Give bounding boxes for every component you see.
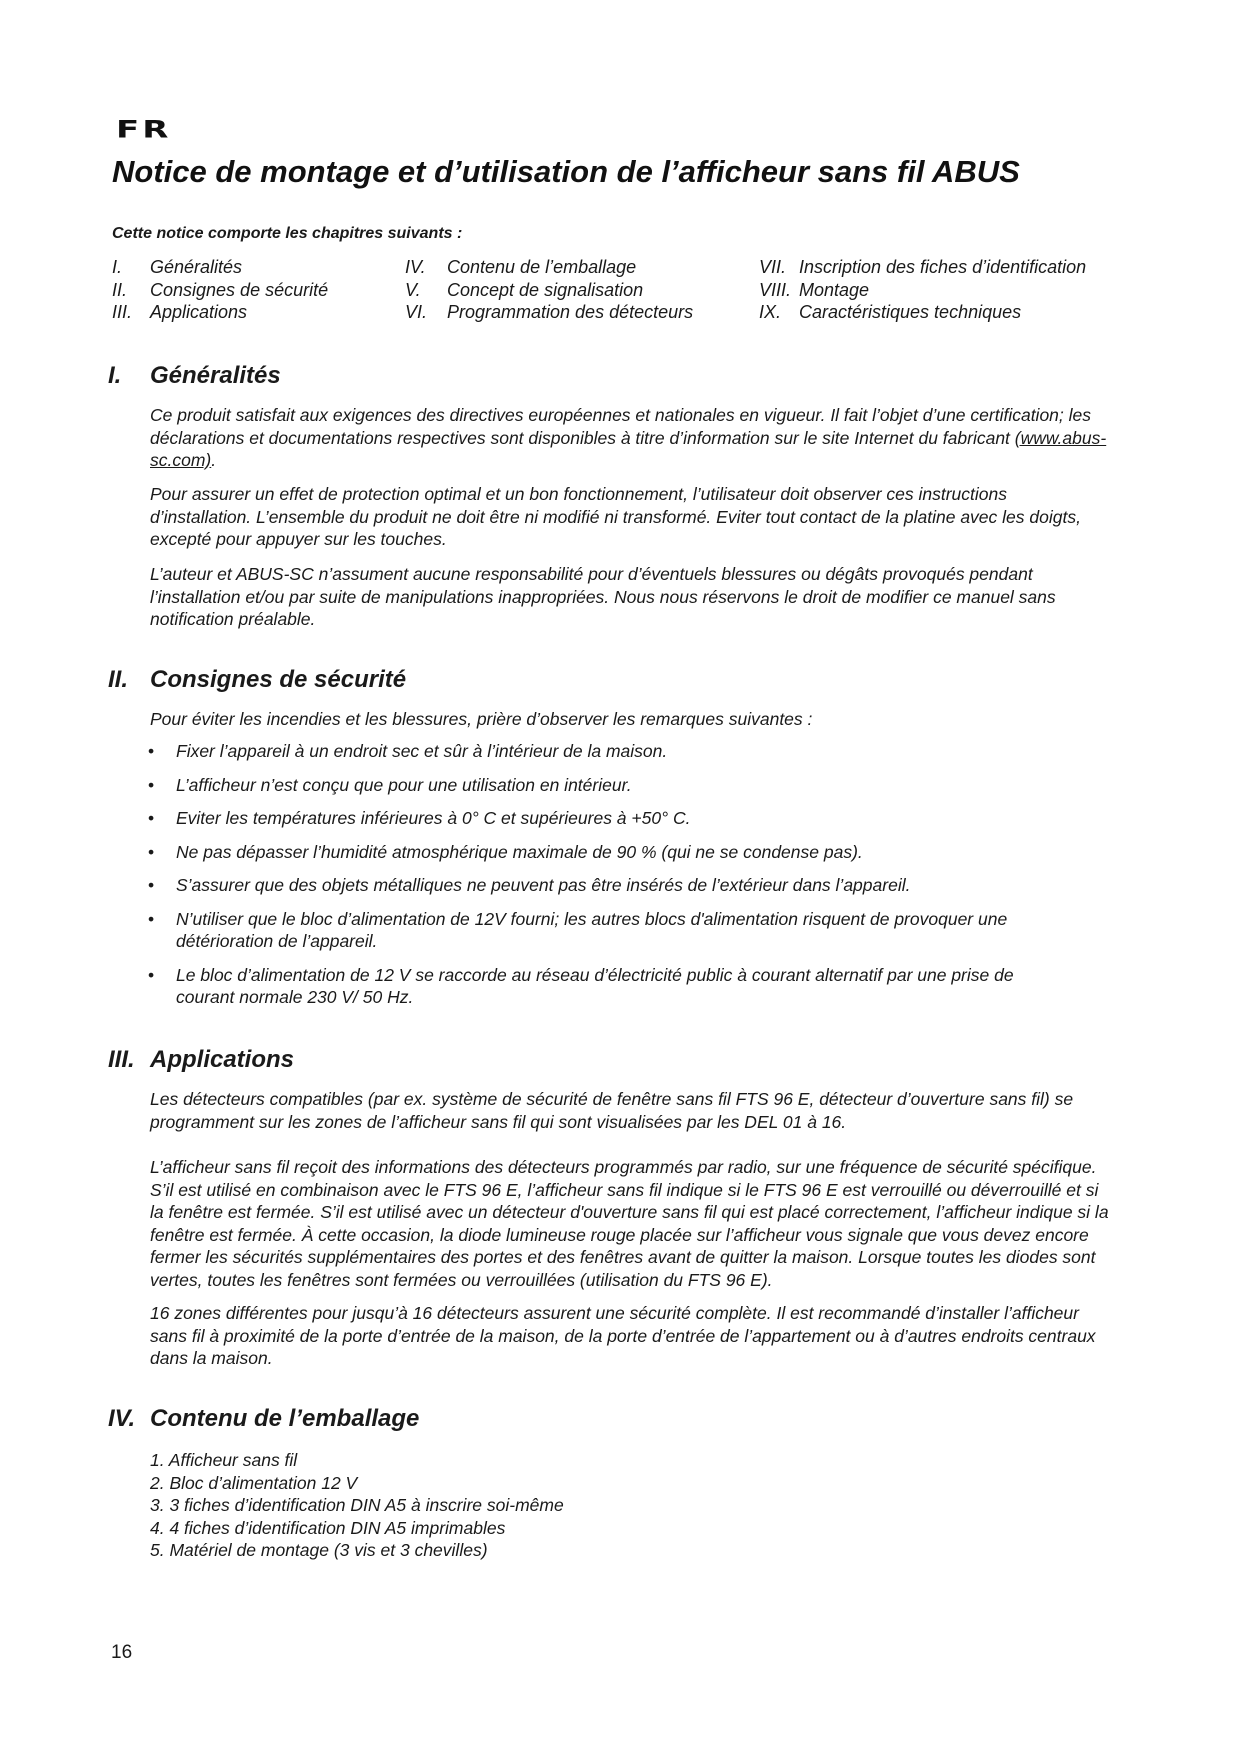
toc-item: VII. Inscription des fiches d’identification — [759, 257, 1087, 277]
list-item: 5. Matériel de montage (3 vis et 3 chevilles) — [150, 1540, 488, 1560]
list-item: 1. Afficheur sans fil — [150, 1450, 298, 1470]
toc-item: IX. Caractéristiques techniques — [759, 302, 1022, 322]
section-title-generalites: I. Généralités — [108, 362, 281, 389]
list-item: • Le bloc d’alimentation de 12 V se raccorde au réseau d’électricité public à courant alternatif par une prise de courant normale 230 V/ 50 Hz. — [148, 964, 1014, 1007]
toc-column-1 — [112, 256, 328, 324]
paragraph: Pour éviter les incendies et les blessures, prière d’observer les remarques suivantes : — [150, 709, 813, 729]
section-title-consignes: II. Consignes de sécurité — [108, 666, 407, 693]
paragraph: Les détecteurs compatibles (par ex. système de sécurité de fenêtre sans fil FTS 96 E, détecteur d’ouverture sans fil) se programment sur les zones de l’afficheur sans fil qui sont visualisées par les DEL 01 à 16. — [150, 1089, 1074, 1132]
toc-item: I. Généralités — [112, 257, 243, 277]
document-title: Notice de montage et d’utilisation de l’afficheur sans fil ABUS — [112, 154, 1020, 189]
list-item: • L’afficheur n’est conçu que pour une utilisation en intérieur. — [148, 774, 632, 795]
toc-column-2 — [405, 256, 693, 324]
paragraph: L’auteur et ABUS-SC n’assument aucune responsabilité pour d’éventuels blessures ou dégâts provoqués pendant l’installation et/ou par suite de manipulations inappropriées. Nous nous réservons le droit de modifier ce manuel sans notification préalable. — [150, 564, 1056, 629]
paragraph: Pour assurer un effet de protection optimal et un bon fonctionnement, l’utilisateur doit observer ces instructions d’installation. L’ensemble du produit ne doit être ni modifié ni transformé. Eviter tout contact de la platine avec les doigts, excepté pour appuyer sur les touches. — [150, 484, 1081, 549]
page-number: 16 — [111, 1642, 133, 1663]
list-item: • Fixer l’appareil à un endroit sec et sûr à l’intérieur de la maison. — [148, 741, 668, 761]
list-item: • Ne pas dépasser l’humidité atmosphérique maximale de 90 % (qui ne se condense pas). — [148, 841, 863, 862]
list-item: • S’assurer que des objets métalliques ne peuvent pas être insérés de l’extérieur dans l’appareil. — [148, 875, 911, 895]
toc-column-3 — [759, 256, 1086, 324]
paragraph: 16 zones différentes pour jusqu’à 16 détecteurs assurent une sécurité complète. Il est recommandé d’installer l’afficheur sans fil à proximité de la porte d’entrée de la maison, de la porte d’entrée de l’appartement ou à d’autres endroits centraux dans la maison. — [150, 1303, 1096, 1368]
list-item: 4. 4 fiches d’identification DIN A5 imprimables — [150, 1517, 506, 1538]
list-item: 3. 3 fiches d’identification DIN A5 à inscrire soi-même — [150, 1495, 564, 1515]
safety-list — [148, 740, 1108, 1009]
language-code: FR — [116, 115, 172, 144]
toc-item: II. Consignes de sécurité — [112, 279, 329, 300]
list-item: • Eviter les températures inférieures à 0° C et supérieures à +50° C. — [148, 808, 691, 828]
manufacturer-website-link[interactable]: (www.abus-sc.com) — [150, 427, 1107, 470]
toc-item: IV. Contenu de l’emballage — [405, 257, 637, 277]
toc-item: VI. Programmation des détecteurs — [405, 302, 694, 322]
section-title-contenu: IV. Contenu de l’emballage — [108, 1405, 420, 1432]
package-contents-list — [150, 1449, 564, 1562]
toc-intro: Cette notice comporte les chapitres suivants : — [112, 225, 463, 242]
paragraph: L’afficheur sans fil reçoit des informations des détecteurs programmés par radio, sur une fréquence de sécurité spécifique. S’il est utilisé en combinaison avec le FTS 96 E, l’afficheur sans fil indique si le FTS 96 E est verrouillé ou déverrouillé et si la fenêtre est fermée. S’il est utilisé avec un détecteur d'ouverture sans fil qui est placé correctement, l’afficheur indique si la fenêtre est fermée. À cette occasion, la diode lumineuse rouge placée sur l’afficheur vous signale que vous devez encore fermer les sécurités supplémentaires des portes et des fenêtres avant de quitter la maison. Lorsque toutes les diodes sont vertes, toutes les fenêtres sont fermées ou verrouillées (utilisation du FTS 96 E). — [150, 1157, 1109, 1290]
paragraph: Ce produit satisfait aux exigences des directives européennes et nationales en vigueur. Il fait l’objet d’une certification; les déclarations et documentations respectives sont disponibles à titre d’information sur le site Internet du fabricant (www.abus-sc.com). — [150, 405, 1107, 470]
section-title-applications: III. Applications — [108, 1046, 295, 1073]
list-item: • N’utiliser que le bloc d’alimentation de 12V fourni; les autres blocs d'alimentation risquent de provoquer une détérioration de l’appareil. — [148, 908, 1008, 951]
list-item: 2. Bloc d’alimentation 12 V — [150, 1472, 358, 1493]
toc-item: III. Applications — [112, 302, 248, 322]
toc-item: V. Concept de signalisation — [405, 279, 644, 300]
toc-item: VIII. Montage — [759, 279, 870, 300]
